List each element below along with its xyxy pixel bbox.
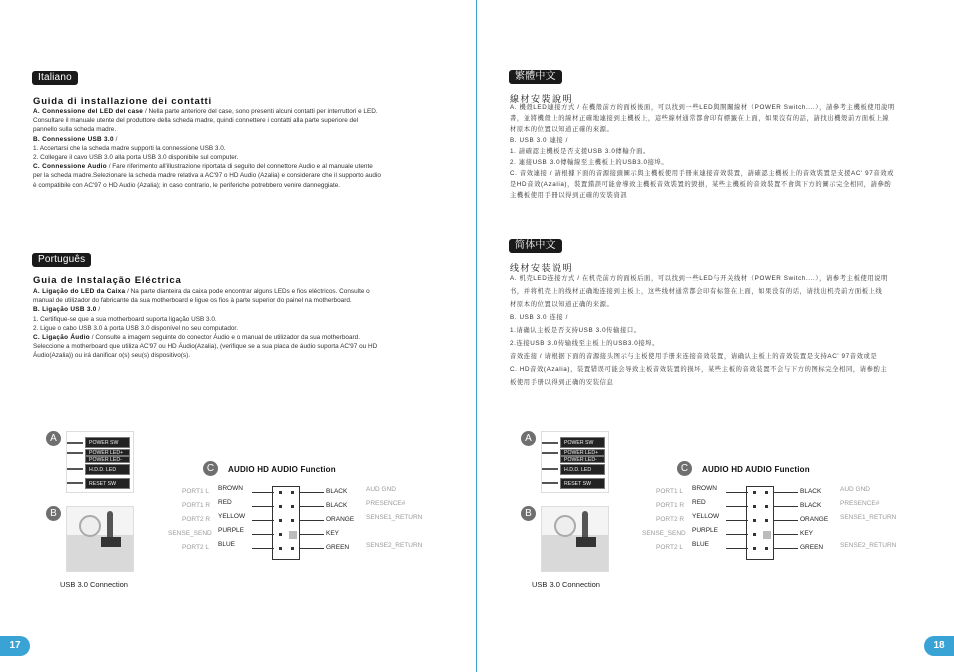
- port-label: PORT2 R: [656, 516, 685, 523]
- text-run: 材原本的位置以知道正確的來源。: [510, 126, 614, 133]
- marker-c: C: [677, 461, 692, 476]
- text-run: 材原本的位置以知道正确的来源。: [510, 301, 614, 308]
- wire-color-left: PURPLE: [218, 527, 245, 534]
- text-line: [33, 305, 458, 314]
- text-line: [510, 350, 935, 363]
- text-run: 板使用手册以得到正确的安装信息: [510, 379, 614, 386]
- traditional-chinese-title: 線材安裝說明: [510, 94, 574, 104]
- text-line: [33, 315, 458, 324]
- front-panel-connectors-photo: POWER SW POWER LED+ POWER LED- H.D.D. LED RESET SW: [541, 431, 609, 493]
- pin-right: [291, 491, 294, 494]
- bold-label: C. Connessione Audio: [33, 163, 107, 171]
- text-run: 2.连接USB 3.0传输线至主板上的USB3.0接埠。: [510, 340, 660, 347]
- lead-line-left: [252, 548, 274, 549]
- port-label: PORT2 L: [182, 544, 209, 551]
- text-line: [33, 153, 458, 162]
- bold-label: B. Ligação USB 3.0: [33, 306, 97, 314]
- text-line: [510, 102, 935, 113]
- wire-color-left: BLUE: [218, 541, 235, 548]
- wire-color-left: RED: [692, 499, 706, 506]
- text-run: 音效连接 / 请根据下面的音源接头图示与主板使用手册来连接音效装置，请确认主板上的音效装置是支持AC' 97音效或是: [510, 353, 878, 360]
- text-run: 主機板使用手冊以得到正確的安裝資訊: [510, 192, 628, 199]
- text-run: 2. Ligue o cabo USB 3.0 à porta USB 3.0 disponível no seu computador.: [33, 324, 238, 332]
- text-line: [510, 298, 935, 311]
- lead-line-right: [300, 506, 324, 507]
- text-line: [33, 171, 458, 180]
- portuguese-body: [33, 287, 458, 361]
- pin-left: [279, 519, 282, 522]
- signal-label: PRESENCE#: [840, 500, 880, 507]
- port-label: PORT2 R: [182, 516, 211, 523]
- text-run: 書，並將機殼上的線材正確地連接到主機板上，這些線材通常都會印有標籤在上面，如果沒有的話，請找出機殼前方面板上線: [510, 115, 890, 122]
- text-line: [510, 272, 935, 285]
- text-line: [33, 333, 458, 342]
- text-run: manual de utilizador do fabricante da sua motherboard e ligue os fios à parte superior do painel na motherboard.: [33, 297, 352, 305]
- portuguese-tag: Português: [32, 253, 91, 267]
- simplified-chinese-title: 线材安装说明: [510, 263, 574, 273]
- pin-left: [753, 491, 756, 494]
- text-line: [510, 376, 935, 389]
- simplified-chinese-body: [510, 272, 935, 389]
- bold-label: C. Ligação Áudio: [33, 334, 90, 342]
- italian-body: [33, 107, 458, 190]
- text-run: A. 機殼LED連接方式 / 在機殼前方的面板後面，可以找到一些LED與開關線材（POWER Switch....），請參考主機板使用說明: [510, 104, 895, 111]
- port-label: PORT1 L: [182, 488, 209, 495]
- text-line: [510, 124, 935, 135]
- text-line: [510, 135, 935, 146]
- text-run: / Nella parte anteriore del case, sono presenti alcuni contatti per interruttori e LED.: [143, 108, 378, 115]
- pin-header: [746, 486, 774, 560]
- signal-label: SENSE2_RETURN: [840, 542, 897, 549]
- pin-right: [765, 505, 768, 508]
- traditional-chinese-body: [510, 102, 935, 201]
- pin-left: [753, 547, 756, 550]
- bold-label: A. Ligação do LED da Caixa: [33, 288, 126, 295]
- lead-line-left: [726, 520, 748, 521]
- text-line: [510, 311, 935, 324]
- pin-right: [765, 547, 768, 550]
- lead-line-left: [726, 534, 748, 535]
- pin-key: [289, 531, 297, 539]
- wire-color-left: YELLOW: [692, 513, 720, 520]
- text-line: [33, 135, 458, 144]
- text-run: B. USB 3.0 連接 /: [510, 137, 568, 144]
- text-line: [33, 162, 458, 171]
- pin-right: [765, 491, 768, 494]
- text-run: pannello sulla scheda madre.: [33, 126, 117, 134]
- marker-c: C: [203, 461, 218, 476]
- wire-color-right: BLACK: [326, 488, 348, 495]
- traditional-chinese-tag: 繁體中文: [509, 70, 562, 84]
- text-line: [510, 285, 935, 298]
- pin-header: [272, 486, 300, 560]
- text-run: A. 机壳LED连接方式 / 在机壳前方的面板后面，可以找到一些LED与开关线材（POWER Switch....），请参考主板使用说明: [510, 275, 889, 282]
- signal-label: AUD GND: [840, 486, 870, 493]
- wire-color-left: BROWN: [218, 485, 243, 492]
- text-run: / Na parte dianteira da caixa pode encontrar alguns LEDs e fios eléctricos. Consulte o: [125, 288, 370, 295]
- text-line: [33, 287, 458, 296]
- usb-connection-photo: [541, 506, 609, 572]
- text-run: 2. Collegare il cavo USB 3.0 alla porta USB 3.0 disponibile sul computer.: [33, 154, 239, 162]
- marker-a: A: [46, 431, 61, 446]
- text-line: [33, 107, 458, 116]
- text-run: 1. Certifique-se que a sua motherboard suporta ligação USB 3.0.: [33, 315, 217, 323]
- marker-b: B: [46, 506, 61, 521]
- lead-line-left: [726, 548, 748, 549]
- text-run: per la scheda madre.Selezionare la scheda madre relativa a AC'97 o HD Audio (Azalia) e considerare che il supporto audio: [33, 172, 381, 180]
- port-label: PORT1 R: [182, 502, 211, 509]
- text-line: [510, 363, 935, 376]
- lead-line-left: [726, 492, 748, 493]
- wire-color-left: BROWN: [692, 485, 717, 492]
- marker-a: A: [521, 431, 536, 446]
- text-line: [510, 337, 935, 350]
- text-line: [510, 190, 935, 201]
- italian-tag: Italiano: [32, 71, 78, 85]
- wire-color-right: ORANGE: [326, 516, 355, 523]
- text-run: / Consulte a imagem seguinte do conector Áudio e o manual de utilizador da sua motherboard.: [90, 334, 360, 342]
- page-number-right: 18: [924, 636, 954, 656]
- text-run: è compatibile con AC'97 o HD Audio (Azalia); in caso contrario, le periferiche potrebbero venire danneggiate.: [33, 181, 341, 189]
- pin-left: [753, 533, 756, 536]
- text-run: 1.请确认主板是否支持USB 3.0传输接口。: [510, 327, 641, 334]
- lead-line-right: [300, 534, 324, 535]
- text-run: B. USB 3.0 连接 /: [510, 314, 568, 321]
- wire-color-right: KEY: [326, 530, 340, 537]
- signal-label: SENSE2_RETURN: [366, 542, 423, 549]
- usb-caption: USB 3.0 Connection: [532, 580, 600, 589]
- signal-label: PRESENCE#: [366, 500, 406, 507]
- pin-left: [279, 491, 282, 494]
- port-label: SENSE_SEND: [168, 530, 212, 537]
- wire-color-right: GREEN: [326, 544, 350, 551]
- wire-color-right: KEY: [800, 530, 814, 537]
- italian-title: Guida di installazione dei contatti: [33, 96, 212, 107]
- wire-color-right: BLACK: [800, 488, 822, 495]
- pin-left: [753, 505, 756, 508]
- front-panel-connectors-photo: POWER SW POWER LED+ POWER LED- H.D.D. LED RESET SW: [66, 431, 134, 493]
- audio-title: AUDIO HD AUDIO Function: [228, 465, 336, 474]
- pin-right: [291, 547, 294, 550]
- simplified-chinese-tag: 简体中文: [509, 239, 562, 253]
- usb-caption: USB 3.0 Connection: [60, 580, 128, 589]
- marker-b: B: [521, 506, 536, 521]
- wire-color-left: BLUE: [692, 541, 709, 548]
- usb-connection-photo: [66, 506, 134, 572]
- text-line: [510, 324, 935, 337]
- signal-label: SENSE1_RETURN: [840, 514, 897, 521]
- lead-line-right: [774, 506, 798, 507]
- pin-left: [753, 519, 756, 522]
- wire-color-left: YELLOW: [218, 513, 246, 520]
- port-label: PORT1 L: [656, 488, 683, 495]
- text-run: Áudio(Azalia)) ou irá danificar o(s) seu(s) dispositivo(s).: [33, 352, 190, 360]
- text-line: [510, 157, 935, 168]
- lead-line-left: [252, 534, 274, 535]
- text-run: C. HD音效(Azalia)，装置错误可能会导致主板音效装置的损坏，某些主板的音效装置不会与下方的图标完全相同，请参酌主: [510, 366, 888, 373]
- wire-color-right: BLACK: [326, 502, 348, 509]
- right-page: [477, 0, 954, 672]
- text-run: 书，并将机壳上的线材正确地连接到主板上，这些线材通常都会印有标签在上面，如果没有的话，请找出机壳前方面板上线: [510, 288, 883, 295]
- portuguese-title: Guia de Instalação Eléctrica: [33, 275, 182, 286]
- audio-title: AUDIO HD AUDIO Function: [702, 465, 810, 474]
- text-run: 是HD音效(Azalia)，裝置錯誤可能會導致主機板音效裝置的毀損，某些主機板的音效裝置不會與下方的圖示完全相同，請參酌: [510, 181, 892, 188]
- lead-line-left: [726, 506, 748, 507]
- text-line: [33, 351, 458, 360]
- text-run: Consultare il manuale utente del produttore della scheda madre, quindi connettere i contatti alla parte superiore del: [33, 117, 359, 125]
- pin-right: [291, 519, 294, 522]
- lead-line-left: [252, 506, 274, 507]
- wire-color-right: BLACK: [800, 502, 822, 509]
- text-run: /: [113, 135, 118, 143]
- wire-color-left: PURPLE: [692, 527, 719, 534]
- text-run: 2. 連接USB 3.0傳輸線至主機板上的USB3.0接埠。: [510, 159, 669, 166]
- lead-line-right: [774, 492, 798, 493]
- wire-color-left: RED: [218, 499, 232, 506]
- bold-label: B. Connessione USB 3.0: [33, 135, 114, 143]
- text-line: [33, 324, 458, 333]
- bold-label: A. Connessione del LED del case: [33, 108, 144, 115]
- pin-right: [291, 505, 294, 508]
- port-label: PORT2 L: [656, 544, 683, 551]
- text-line: [33, 125, 458, 134]
- text-line: [33, 116, 458, 125]
- text-line: [510, 179, 935, 190]
- lead-line-right: [774, 520, 798, 521]
- pin-left: [279, 533, 282, 536]
- page-number-left: 17: [0, 636, 30, 656]
- text-line: [33, 296, 458, 305]
- lead-line-right: [300, 492, 324, 493]
- text-line: [33, 181, 458, 190]
- text-line: [510, 168, 935, 179]
- lead-line-right: [774, 534, 798, 535]
- text-line: [33, 144, 458, 153]
- text-run: Seleccione a motherboard que utiliza AC'97 ou HD Áudio(Azalia), (verifique se a sua placa de áudio suporta AC'97 ou HD: [33, 343, 378, 351]
- signal-label: SENSE1_RETURN: [366, 514, 423, 521]
- lead-line-right: [774, 548, 798, 549]
- lead-line-right: [300, 520, 324, 521]
- pin-left: [279, 505, 282, 508]
- text-run: 1. 請確認主機板是否支援USB 3.0傳輸介面。: [510, 148, 650, 155]
- text-line: [33, 342, 458, 351]
- wire-color-right: ORANGE: [800, 516, 829, 523]
- signal-label: AUD GND: [366, 486, 396, 493]
- text-line: [510, 146, 935, 157]
- lead-line-left: [252, 520, 274, 521]
- text-run: / Fare riferimento all'illustrazione riportata di seguito del connettore Audio e al manuale utente: [106, 163, 373, 171]
- wire-color-right: GREEN: [800, 544, 824, 551]
- pin-left: [279, 547, 282, 550]
- text-run: C. 音效連接 / 請根據下面的音源接頭圖示與主機板使用手冊來連接音效裝置，請確認主機板上的音效裝置是支援AC' 97音效或: [510, 170, 895, 177]
- lead-line-left: [252, 492, 274, 493]
- port-label: SENSE_SEND: [642, 530, 686, 537]
- text-run: 1. Accertarsi che la scheda madre supporti la connessione USB 3.0.: [33, 144, 226, 152]
- pin-right: [765, 519, 768, 522]
- lead-line-right: [300, 548, 324, 549]
- pin-key: [763, 531, 771, 539]
- port-label: PORT1 R: [656, 502, 685, 509]
- text-line: [510, 113, 935, 124]
- text-run: /: [96, 306, 101, 314]
